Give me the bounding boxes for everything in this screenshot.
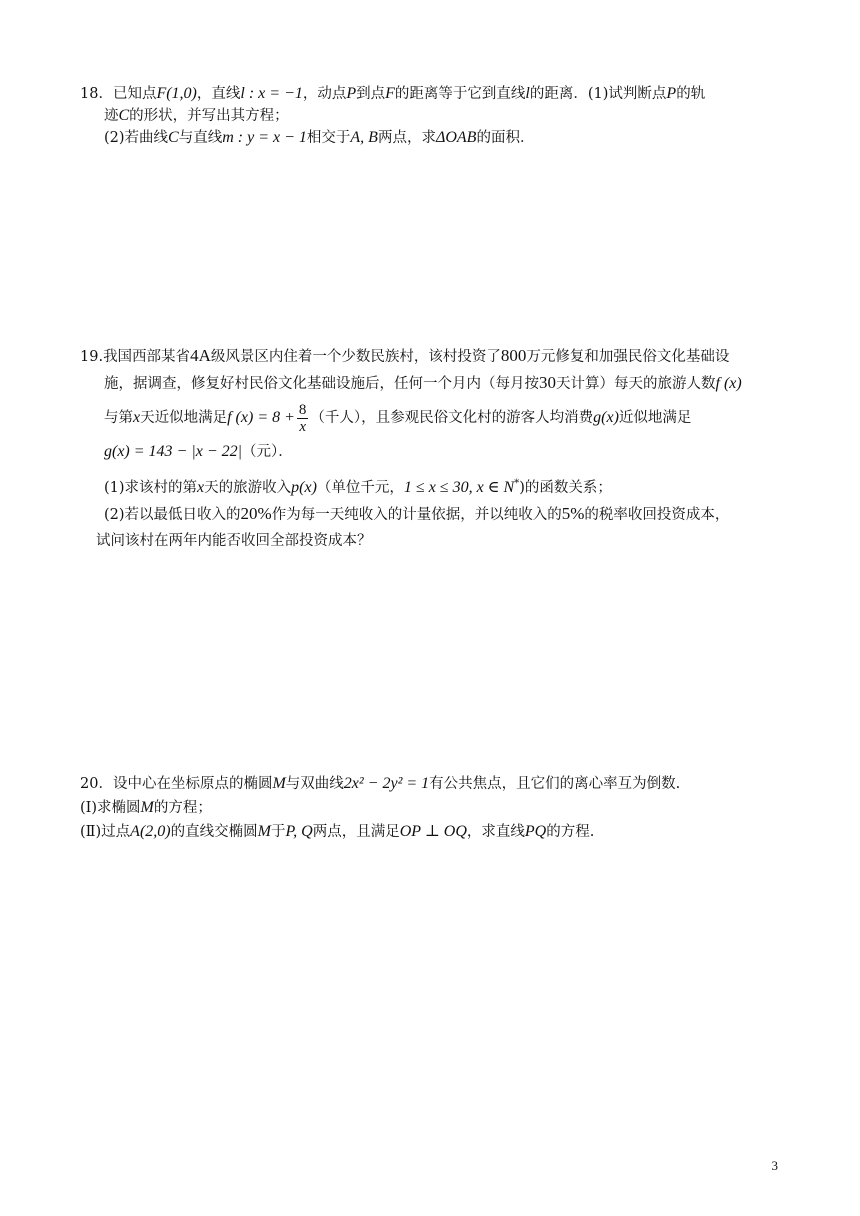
math: A(2,0) bbox=[130, 823, 171, 840]
text: (1)求该村的第 bbox=[104, 479, 198, 496]
math: OP ⊥ OQ bbox=[399, 823, 467, 840]
math: 4A bbox=[190, 346, 211, 365]
text: 试问该村在两年内能否收回全部投资成本？ bbox=[96, 532, 372, 549]
text: 的面积． bbox=[476, 130, 535, 146]
math: P bbox=[346, 85, 357, 102]
text: 的距离等于它到直线 bbox=[394, 86, 526, 102]
question-number: 18． bbox=[80, 86, 113, 102]
math: g(x) = 143 − |x − 22| bbox=[104, 443, 243, 460]
text: 级风景区内住着一个少数民族村，该村投资了 bbox=[210, 349, 501, 365]
text: 于 bbox=[270, 824, 286, 840]
math: PQ bbox=[524, 823, 547, 840]
math: 2x² − 2y² = 1 bbox=[343, 775, 430, 792]
math: l : x = −1 bbox=[240, 85, 303, 102]
text: 设中心在坐标原点的椭圆 bbox=[112, 776, 273, 792]
question-20 bbox=[80, 774, 780, 842]
text: (2)若以最低日收入的 bbox=[104, 506, 241, 523]
fraction-numerator: 8 bbox=[298, 401, 307, 418]
math: C bbox=[118, 107, 130, 124]
text: （单位千元， bbox=[316, 479, 404, 496]
math: f (x) = 8 + bbox=[227, 409, 295, 426]
superscript: * bbox=[514, 478, 520, 489]
math: F bbox=[385, 85, 395, 102]
text: 万元修复和加强民俗文化基础设 bbox=[526, 349, 730, 365]
math: F(1,0) bbox=[156, 85, 197, 102]
text: 天近似地满足 bbox=[140, 410, 228, 426]
math: l bbox=[525, 85, 530, 102]
math: g(x) bbox=[593, 409, 619, 426]
text: 的形状，并写出其方程； bbox=[129, 108, 289, 124]
text: (Ⅰ)求椭圆 bbox=[80, 800, 141, 816]
text: （元）． bbox=[242, 444, 293, 460]
text: 的方程. bbox=[546, 824, 595, 840]
page-number: 3 bbox=[771, 1158, 778, 1173]
text: (2)若曲线 bbox=[104, 130, 169, 146]
text: 施，据调查，修复好村民俗文化基础设施后，任何一个月内（每月按 bbox=[104, 376, 539, 392]
text: 与双曲线 bbox=[285, 776, 344, 792]
math: 20% bbox=[240, 503, 272, 523]
math: M bbox=[140, 799, 154, 816]
q20-part-2 bbox=[80, 822, 780, 842]
q19-line-2 bbox=[80, 373, 780, 394]
math: m : y = x − 1 bbox=[222, 129, 307, 146]
q18-line-2 bbox=[80, 106, 780, 126]
q19-part-1 bbox=[80, 474, 780, 498]
text: 作为每一天纯收入的计量依据，并以纯收入的 bbox=[271, 506, 562, 523]
math: M bbox=[257, 823, 271, 840]
text: 天计算）每天的旅游人数 bbox=[556, 376, 716, 392]
text: 的方程； bbox=[153, 800, 212, 816]
question-18 bbox=[80, 84, 780, 148]
text: （千人），且参观民俗文化村的游客人均消费 bbox=[310, 410, 594, 426]
text: (Ⅱ)过点 bbox=[80, 824, 131, 840]
q19-part-2 bbox=[80, 504, 780, 525]
text: 到点 bbox=[356, 86, 386, 102]
text: 的轨 bbox=[676, 86, 706, 102]
q19-line-3 bbox=[80, 398, 780, 438]
q19-line-1 bbox=[80, 346, 780, 367]
math: A, B bbox=[350, 129, 378, 146]
text: 与第 bbox=[104, 410, 133, 426]
text: ，直线 bbox=[196, 86, 241, 102]
question-19 bbox=[80, 346, 780, 551]
question-number: 19. bbox=[80, 349, 104, 365]
math: 5% bbox=[561, 503, 585, 523]
math: x bbox=[133, 409, 141, 426]
math: f (x) bbox=[715, 375, 742, 392]
math: 30 bbox=[539, 373, 556, 392]
math: p(x) bbox=[291, 478, 317, 496]
text: 有公共焦点，且它们的离心率互为倒数. bbox=[429, 776, 681, 792]
math: C bbox=[168, 129, 179, 146]
text: 两点，且满足 bbox=[312, 824, 400, 840]
text: ，求直线 bbox=[466, 824, 525, 840]
text: 相交于 bbox=[306, 130, 351, 146]
text: 两点，求 bbox=[377, 130, 436, 146]
math: P, Q bbox=[285, 823, 313, 840]
fraction-denominator: x bbox=[299, 418, 306, 435]
text: 近似地满足 bbox=[618, 410, 692, 426]
text: ，动点 bbox=[302, 86, 347, 102]
text: 与直线 bbox=[178, 130, 223, 146]
q18-line-1 bbox=[80, 84, 780, 104]
math: 1 ≤ x ≤ 30, x ∈ N bbox=[403, 478, 515, 496]
text: 的直线交椭圆 bbox=[170, 824, 258, 840]
math: 800 bbox=[500, 346, 527, 365]
text: 的税率收回投资成本， bbox=[584, 506, 730, 523]
math: M bbox=[272, 775, 286, 792]
math: ΔOAB bbox=[435, 129, 477, 146]
q20-part-1 bbox=[80, 798, 780, 818]
question-number: 20． bbox=[80, 776, 113, 792]
text: 天的旅游收入 bbox=[204, 479, 292, 496]
text: 已知点 bbox=[112, 86, 157, 102]
text: 迹 bbox=[104, 108, 119, 124]
q19-part-2-cont bbox=[80, 531, 780, 551]
fraction bbox=[297, 402, 309, 435]
text: 我国西部某省 bbox=[103, 349, 191, 365]
q20-line-1 bbox=[80, 774, 780, 794]
q18-line-3 bbox=[80, 128, 780, 148]
math: x bbox=[197, 478, 205, 496]
q19-line-4 bbox=[80, 442, 780, 462]
text: )的函数关系； bbox=[519, 479, 612, 496]
text: 的距离．(1)试判断点 bbox=[529, 86, 667, 102]
math: P bbox=[666, 85, 677, 102]
